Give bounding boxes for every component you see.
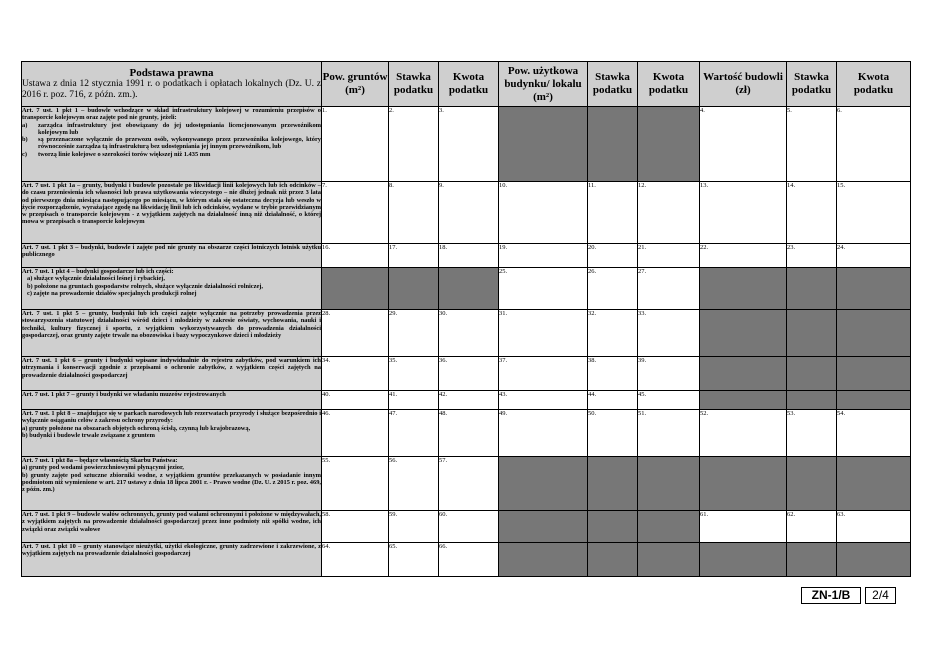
entry-field[interactable] <box>389 391 439 410</box>
legal-basis-text <box>22 410 322 457</box>
disabled-cell <box>837 268 911 310</box>
field-number: 58. <box>322 511 331 518</box>
disabled-cell <box>499 543 588 577</box>
entry-field[interactable] <box>322 511 389 543</box>
field-number: 28. <box>322 310 331 317</box>
sub-item: b) grunty zajęte pod sztuczne zbiorniki wodne, z wyjątkiem gruntów przekazanych w posiadanie innym podmiotom niż wymienione w art. 217 ustawy z dnia 18 lipca 2001 r. - Prawo wodne (Dz. U. z 2015 r. poz. 469, z późn. zm.) <box>22 471 321 494</box>
entry-field[interactable] <box>837 244 911 268</box>
entry-field[interactable] <box>499 244 588 268</box>
disabled-cell <box>787 357 837 391</box>
entry-field[interactable] <box>588 391 638 410</box>
disabled-cell <box>499 107 588 182</box>
entry-field[interactable] <box>588 410 638 457</box>
disabled-cell <box>700 268 787 310</box>
field-number: 10. <box>499 182 508 189</box>
disabled-cell <box>787 268 837 310</box>
disabled-cell <box>837 357 911 391</box>
entry-field[interactable] <box>439 391 499 410</box>
item-marker: c) <box>22 150 27 158</box>
field-number: 27. <box>638 268 647 275</box>
header-row <box>22 62 911 107</box>
legal-basis-text <box>22 391 322 410</box>
article-text: Art. 7 ust. 1 pkt 1 – budowle wchodzące w skład infrastruktury kolejowej w rozumieniu przepisów o transporcie kolejowym oraz zajęte pod nie grunty, jeżeli: <box>22 107 321 122</box>
entry-field[interactable] <box>588 244 638 268</box>
disabled-cell <box>588 543 638 577</box>
entry-field[interactable] <box>389 511 439 543</box>
legal-basis-text <box>22 107 322 182</box>
field-number: 16. <box>322 244 331 251</box>
disabled-cell <box>439 268 499 310</box>
sub-item: b) budynki i budowle trwale związane z gruntem <box>22 431 155 439</box>
structures-value-header: Wartość budowli (zł) <box>700 62 787 107</box>
entry-field[interactable] <box>499 310 588 357</box>
field-number: 32. <box>588 310 597 317</box>
entry-field[interactable] <box>837 410 911 457</box>
field-number: 57. <box>439 457 448 464</box>
table-row <box>22 107 911 182</box>
disabled-cell <box>787 391 837 410</box>
entry-field[interactable] <box>389 310 439 357</box>
legal-basis-text <box>22 457 322 511</box>
field-number: 53. <box>787 410 796 417</box>
disabled-cell <box>638 107 700 182</box>
entry-field[interactable] <box>499 182 588 244</box>
article-text: Art. 7 ust. 1 pkt 8 – znajdujące się w parkach narodowych lub rezerwatach przyrody i służące bezpośrednio i wyłącznie osiąganiu celów z zakresu ochrony przyrody: <box>22 410 321 425</box>
field-number: 1. <box>322 107 327 114</box>
entry-field[interactable] <box>837 511 911 543</box>
disabled-cell <box>322 268 389 310</box>
field-number: 2. <box>389 107 394 114</box>
field-number: 30. <box>439 310 448 317</box>
disabled-cell <box>588 511 638 543</box>
disabled-cell <box>638 543 700 577</box>
sub-item: a) służące wyłącznie działalności leśnej i rybackiej, <box>27 275 165 283</box>
field-number: 13. <box>700 182 709 189</box>
field-number: 48. <box>439 410 448 417</box>
field-number: 20. <box>588 244 597 251</box>
entry-field[interactable] <box>389 182 439 244</box>
entry-field[interactable] <box>700 182 787 244</box>
tax-exemptions-table <box>21 61 911 577</box>
land-rate-header: Stawka podatku <box>389 62 439 107</box>
disabled-cell <box>389 268 439 310</box>
field-number: 51. <box>638 410 647 417</box>
entry-field[interactable] <box>499 391 588 410</box>
form-code: ZN-1/B <box>801 587 861 604</box>
field-number: 29. <box>389 310 398 317</box>
article-text: Art. 7 ust. 1 pkt 1a – grunty, budynki i budowle pozostałe po likwidacji linii kolejowych lub ich odcinków – do czasu przeniesienia ich własności lub prawa użytkowania wieczystego – nie dłużej jednak niż przez 3 lata od pierwszego dnia miesiąca następującego po miesiącu, w którym stała się ostateczna decyzja lub weszło w życie rozporządzenie, wyrażające zgodę na likwidację linii lub ich odcinków, wydane w trybie przewidzianym w przepisach o transporcie kolejowym - z wyjątkiem zajętych na działalność inną niż działalność, o której mowa w przepisach o transporcie kolejowym <box>22 182 321 226</box>
legal-basis-text <box>22 543 322 577</box>
legal-basis-text <box>22 357 322 391</box>
item-marker: b) <box>22 136 28 144</box>
legal-basis-text <box>22 182 322 244</box>
field-number: 38. <box>588 357 597 364</box>
field-number: 49. <box>499 410 508 417</box>
article-text: Art. 7 ust. 1 pkt 6 – grunty i budynki wpisane indywidualnie do rejestru zabytków, pod warunkiem ich utrzymania i konserwacji zgodnie z przepisami o ochronie zabytków, z wyjątkiem części zajętych na prowadzenie działalności gospodarczej <box>22 357 321 379</box>
field-number: 55. <box>322 457 331 464</box>
disabled-cell <box>837 457 911 511</box>
table-row <box>22 511 911 543</box>
entry-field[interactable] <box>588 182 638 244</box>
entry-field[interactable] <box>499 410 588 457</box>
entry-field[interactable] <box>700 511 787 543</box>
field-number: 24. <box>837 244 846 251</box>
entry-field[interactable] <box>588 268 638 310</box>
field-number: 12. <box>638 182 647 189</box>
disabled-cell <box>638 511 700 543</box>
entry-field[interactable] <box>638 357 700 391</box>
table-row <box>22 268 911 310</box>
field-number: 5. <box>787 107 792 114</box>
entry-field[interactable] <box>588 310 638 357</box>
entry-field[interactable] <box>588 357 638 391</box>
entry-field[interactable] <box>787 511 837 543</box>
page-number: 2/4 <box>865 587 896 604</box>
list-item <box>22 151 321 158</box>
disabled-cell <box>700 543 787 577</box>
article-text: Art. 7 ust. 1 pkt 5 – grunty, budynki lub ich części zajęte wyłącznie na potrzeby prowadzenia przez stowarzyszenia statutowej działalności wśród dzieci i młodzieży w zakresie oświaty, wychowania, nauki i techniki, kultury fizycznej i sportu, z wyjątkiem wykorzystywanych do prowadzenia działalności gospodarczej, oraz grunty zajęte trwale na obozowiska i bazy wypoczynkowe dzieci i młodzieży <box>22 310 321 339</box>
disabled-cell <box>787 310 837 357</box>
disabled-cell <box>787 457 837 511</box>
field-number: 17. <box>389 244 398 251</box>
entry-field[interactable] <box>389 410 439 457</box>
legal-basis-text <box>22 244 322 268</box>
entry-field[interactable] <box>322 107 389 182</box>
legal-basis-header <box>22 62 322 107</box>
entry-field[interactable] <box>787 244 837 268</box>
article-text: Art. 7 ust. 1 pkt 8a – będące własnością Skarbu Państwa: <box>22 457 178 464</box>
article-text: Art. 7 ust. 1 pkt 3 – budynki, budowle i zajęte pod nie grunty na obszarze części lotniczych lotnisk użytku publicznego <box>22 244 321 259</box>
field-number: 59. <box>389 511 398 518</box>
entry-field[interactable] <box>322 457 389 511</box>
disabled-cell <box>837 310 911 357</box>
field-number: 26. <box>588 268 597 275</box>
field-number: 46. <box>322 410 331 417</box>
entry-field[interactable] <box>837 182 911 244</box>
field-number: 50. <box>588 410 597 417</box>
sub-item: a) grunty pod wodami powierzchniowymi płynącymi jezior, <box>22 464 184 472</box>
entry-field[interactable] <box>322 410 389 457</box>
disabled-cell <box>499 511 588 543</box>
field-number: 65. <box>389 543 398 550</box>
entry-field[interactable] <box>389 457 439 511</box>
field-number: 34. <box>322 357 331 364</box>
entry-field[interactable] <box>389 357 439 391</box>
entry-field[interactable] <box>638 391 700 410</box>
disabled-cell <box>700 391 787 410</box>
item-text: zarządca infrastruktury jest obowiązany do jej udostępniania licencjonowanym przewoźnikom kolejowym lub <box>38 121 321 136</box>
field-number: 18. <box>439 244 448 251</box>
article-item-list <box>22 122 321 158</box>
disabled-cell <box>700 457 787 511</box>
entry-field[interactable] <box>439 457 499 511</box>
entry-field[interactable] <box>439 244 499 268</box>
disabled-cell <box>588 107 638 182</box>
field-number: 62. <box>787 511 796 518</box>
entry-field[interactable] <box>439 543 499 577</box>
disabled-cell <box>700 310 787 357</box>
article-text: Art. 7 ust. 1 pkt 10 – grunty stanowiące nieużytki, użytki ekologiczne, grunty zadrzewione i zakrzewione, z wyjątkiem zajętych na prowadzenie działalności gospodarczej <box>22 543 321 558</box>
field-number: 44. <box>588 391 597 398</box>
table-row <box>22 410 911 457</box>
entry-field[interactable] <box>322 182 389 244</box>
building-amount-header: Kwota podatku <box>638 62 700 107</box>
entry-field[interactable] <box>700 410 787 457</box>
field-number: 40. <box>322 391 331 398</box>
field-number: 25. <box>499 268 508 275</box>
field-number: 60. <box>439 511 448 518</box>
entry-field[interactable] <box>322 391 389 410</box>
entry-field[interactable] <box>439 410 499 457</box>
field-number: 41. <box>389 391 398 398</box>
entry-field[interactable] <box>439 511 499 543</box>
field-number: 21. <box>638 244 647 251</box>
field-number: 36. <box>439 357 448 364</box>
entry-field[interactable] <box>322 357 389 391</box>
field-number: 22. <box>700 244 709 251</box>
field-number: 47. <box>389 410 398 417</box>
entry-field[interactable] <box>439 357 499 391</box>
table-row <box>22 357 911 391</box>
entry-field[interactable] <box>389 244 439 268</box>
field-number: 37. <box>499 357 508 364</box>
item-text: są przeznaczone wyłącznie do przewozu osób, wykonywanego przez przewoźnika kolejowego, który równocześnie zarządza tą infrastrukturą bez udostępniania jej innym przewoźnikom, lub <box>38 136 321 151</box>
entry-field[interactable] <box>499 268 588 310</box>
list-item <box>22 122 321 137</box>
field-number: 9. <box>439 182 444 189</box>
disabled-cell <box>499 457 588 511</box>
building-area-header: Pow. użytkowa budynku/ lokalu (m²) <box>499 62 588 107</box>
entry-field[interactable] <box>638 268 700 310</box>
list-item <box>22 136 321 151</box>
field-number: 23. <box>787 244 796 251</box>
sub-item: a) grunty położone na obszarach objętych ochroną ścisłą, czynną lub krajobrazową, <box>22 424 251 432</box>
field-number: 54. <box>837 410 846 417</box>
disabled-cell <box>837 543 911 577</box>
entry-field[interactable] <box>439 107 499 182</box>
disabled-cell <box>837 391 911 410</box>
field-number: 33. <box>638 310 647 317</box>
legal-basis-text <box>22 511 322 543</box>
legal-basis-text <box>22 268 322 310</box>
item-marker: a) <box>22 121 28 129</box>
building-rate-header: Stawka podatku <box>588 62 638 107</box>
disabled-cell <box>638 457 700 511</box>
field-number: 3. <box>439 107 444 114</box>
item-text: tworzą linie kolejowe o szerokości torów większej niż 1.435 mm <box>38 150 211 158</box>
field-number: 11. <box>588 182 596 189</box>
entry-field[interactable] <box>638 310 700 357</box>
field-number: 45. <box>638 391 647 398</box>
structures-rate-header: Stawka podatku <box>787 62 837 107</box>
table-row <box>22 391 911 410</box>
entry-field[interactable] <box>787 410 837 457</box>
field-number: 56. <box>389 457 398 464</box>
field-number: 66. <box>439 543 448 550</box>
field-number: 31. <box>499 310 508 317</box>
field-number: 7. <box>322 182 327 189</box>
table-row <box>22 457 911 511</box>
legal-basis-text <box>22 310 322 357</box>
field-number: 6. <box>837 107 842 114</box>
field-number: 14. <box>787 182 796 189</box>
article-text: Art. 7 ust. 1 pkt 4 – budynki gospodarcze lub ich części: <box>22 268 174 275</box>
article-text: Art. 7 ust. 1 pkt 7 – grunty i budynki we władaniu muzeów rejestrowanych <box>22 391 226 398</box>
field-number: 61. <box>700 511 709 518</box>
field-number: 19. <box>499 244 508 251</box>
entry-field[interactable] <box>837 107 911 182</box>
entry-field[interactable] <box>638 244 700 268</box>
entry-field[interactable] <box>499 357 588 391</box>
structures-amount-header: Kwota podatku <box>837 62 911 107</box>
field-number: 42. <box>439 391 448 398</box>
table-row <box>22 543 911 577</box>
entry-field[interactable] <box>322 310 389 357</box>
article-text: Art. 7 ust. 1 pkt 9 – budowle wałów ochronnych, grunty pod wałami ochronnymi i położone w międzywałach, z wyjątkiem zajętych na prowadzenie działalności gospodarczej przez inne podmioty niż spółki wodne, ich związki oraz związki wałowe <box>22 511 321 533</box>
table-row <box>22 310 911 357</box>
table-row <box>22 244 911 268</box>
field-number: 8. <box>389 182 394 189</box>
field-number: 43. <box>499 391 508 398</box>
entry-field[interactable] <box>787 182 837 244</box>
table-row <box>22 182 911 244</box>
entry-field[interactable] <box>389 107 439 182</box>
entry-field[interactable] <box>638 410 700 457</box>
field-number: 39. <box>638 357 647 364</box>
disabled-cell <box>787 543 837 577</box>
legal-basis-subtitle: Ustawa z dnia 12 stycznia 1991 r. o podatkach i opłatach lokalnych (Dz. U. z 2016 r. poz. 716, z późn. zm.). <box>22 79 321 100</box>
table-body <box>22 107 911 577</box>
entry-field[interactable] <box>439 182 499 244</box>
footer <box>801 587 896 604</box>
field-number: 35. <box>389 357 398 364</box>
legal-basis-title: Podstawa prawna <box>129 67 214 79</box>
land-amount-header: Kwota podatku <box>439 62 499 107</box>
entry-field[interactable] <box>322 244 389 268</box>
disabled-cell <box>700 357 787 391</box>
field-number: 52. <box>700 410 709 417</box>
field-number: 63. <box>837 511 846 518</box>
sub-item: c) zajęte na prowadzenie działów specjalnych produkcji rolnej <box>27 289 197 297</box>
field-number: 64. <box>322 543 331 550</box>
entry-field[interactable] <box>439 310 499 357</box>
entry-field[interactable] <box>638 182 700 244</box>
field-number: 15. <box>837 182 846 189</box>
disabled-cell <box>588 457 638 511</box>
sub-item: b) położone na gruntach gospodarstw rolnych, służące wyłącznie działalności rolniczej, <box>27 282 264 290</box>
entry-field[interactable] <box>787 107 837 182</box>
entry-field[interactable] <box>389 543 439 577</box>
entry-field[interactable] <box>322 543 389 577</box>
field-number: 4. <box>700 107 705 114</box>
entry-field[interactable] <box>700 107 787 182</box>
entry-field[interactable] <box>700 244 787 268</box>
land-area-header: Pow. gruntów (m²) <box>322 62 389 107</box>
